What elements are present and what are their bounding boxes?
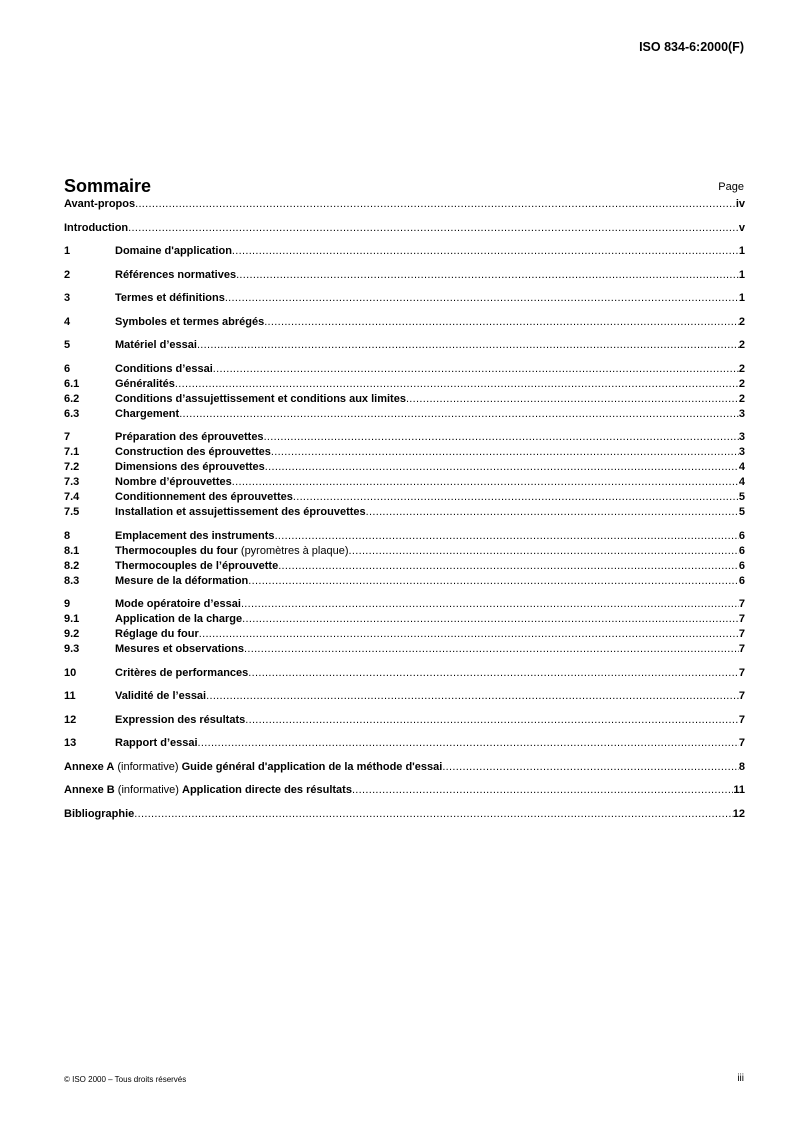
toc-entry-number: 9 [64,598,71,610]
document-id: ISO 834-6:2000(F) [639,40,744,54]
toc-entry-number: 6 [64,362,71,375]
toc-entry-title-text: Réglage du four [115,628,199,640]
toc-entry-title [64,760,442,775]
toc-entry-title [115,268,236,283]
dot-leader [366,505,739,520]
copyright-notice: © ISO 2000 – Tous droits réservés [64,1075,187,1084]
toc-entry[interactable] [64,505,745,520]
toc-entry[interactable] [64,529,745,544]
toc-entry[interactable] [64,666,745,681]
toc-entry-title [115,736,198,751]
toc-entry-title-text: Application de la charge [115,613,243,625]
dot-leader [406,392,739,407]
dot-leader [293,490,739,505]
toc-entry[interactable] [64,574,745,589]
toc-entry-number: 9.1 [64,613,80,625]
toc-entry-title-text: Conditionnement des éprouvettes [115,491,293,503]
toc-entry-title [115,529,275,544]
toc-entry-title-text: Annexe A [64,760,115,773]
dot-leader [236,268,739,283]
toc-entry-number: 3 [64,292,71,304]
toc-entry-title-text: Chargement [115,407,180,420]
toc-entry[interactable] [64,713,745,728]
dot-leader [245,713,739,728]
toc-entry[interactable] [64,642,745,657]
toc-entry[interactable] [64,362,745,377]
toc-entry[interactable] [64,475,745,490]
dot-leader [135,197,736,212]
toc-entry-page: 4 [738,476,745,488]
toc-entry[interactable] [64,760,745,775]
dot-leader [248,666,739,681]
toc-entry-title [115,612,242,627]
dot-leader [134,807,732,822]
toc-entry-title [115,490,293,505]
toc-entry-title-text: Références normatives [115,268,237,281]
dot-leader [198,736,739,751]
toc-entry-page: v [738,221,745,234]
toc-entry-title [115,338,197,353]
dot-leader [275,529,739,544]
toc-entry-page: 6 [738,559,745,572]
toc-entry-title-text: Validité de l’essai [115,690,207,702]
toc-entry-title [115,392,406,407]
toc-entry-page: 8 [738,760,745,773]
toc-entry-title [115,407,179,422]
toc-entry-title [115,627,199,642]
dot-leader [248,574,739,589]
toc-entry-page: 7 [738,666,745,679]
toc-entry-page: 2 [738,315,745,328]
toc-entry-title-text: Expression des résultats [115,713,246,726]
toc-entry-page: 7 [738,713,745,726]
toc-entry-title-text: Installation et assujettissement des éprouvettes [115,506,366,518]
toc-entry-number: 8 [64,529,71,542]
toc-entry-title-text: Emplacement des instruments [115,529,275,542]
toc-entry-page: 7 [738,613,745,625]
toc-entry-number: 9.3 [64,643,80,655]
dot-leader [352,783,733,798]
toc-entry[interactable] [64,627,745,642]
toc-entry[interactable] [64,445,745,460]
toc-entry-number: 13 [64,737,77,749]
dot-leader [175,377,739,392]
toc-entry-title [115,445,271,460]
dot-leader [442,760,739,775]
toc-entry-title-text: Critères de performances [115,666,249,679]
toc-entry-title-text: Conditions d’assujettissement et conditions aux limites [115,392,406,405]
dot-leader [349,544,739,559]
toc-entry-title [115,574,248,589]
toc-entry-title [115,460,265,475]
toc-entry[interactable] [64,221,745,236]
toc-entry-page: 7 [738,690,745,702]
toc-entry-title [64,197,135,212]
toc-entry-title [115,642,244,657]
toc-entry-number: 8.3 [64,574,80,587]
toc-entry-page: 7 [738,628,745,640]
toc-entry-title-text: Introduction [64,221,129,234]
table-of-contents [64,197,745,822]
toc-entry[interactable] [64,291,745,306]
toc-entry-page: 7 [738,598,745,610]
toc-entry[interactable] [64,392,745,407]
dot-leader [206,689,739,704]
toc-entry-title [115,244,232,259]
toc-entry-title [64,807,134,822]
toc-entry-title-text: Avant-propos [64,198,136,210]
toc-entry-title-text: Matériel d’essai [115,339,197,351]
dot-leader [278,559,739,574]
toc-entry-page: iv [735,198,745,210]
toc-entry-number: 6.1 [64,377,80,390]
toc-entry-title-text: Annexe B [64,784,115,796]
toc-entry-page: 2 [738,362,745,375]
toc-entry-page: 1 [738,245,745,257]
toc-entry-note: (informative) [114,760,182,773]
toc-entry-title-text: Domaine d'application [115,245,232,257]
toc-entry-title-text: Thermocouples de l’éprouvette [115,559,279,572]
toc-entry[interactable] [64,407,745,422]
toc-entry-title-text: Généralités [115,377,175,390]
toc-entry[interactable] [64,783,745,798]
toc-entry-title-text: Rapport d’essai [115,737,198,749]
toc-entry-number: 2 [64,268,71,281]
toc-entry-title-text: Mode opératoire d’essai [115,598,241,610]
toc-entry-number: 8.2 [64,559,80,572]
toc-entry-number: 8.1 [64,544,80,557]
toc-entry-title [115,430,264,445]
toc-entry-number: 9.2 [64,628,80,640]
toc-entry-page: 2 [738,339,745,351]
toc-entry-number: 7.1 [64,446,80,458]
toc-entry[interactable] [64,197,745,212]
toc-entry-title-text: Thermocouples du four [115,544,238,557]
toc-entry[interactable] [64,268,745,283]
toc-entry-title-text: Mesure de la déformation [115,574,249,587]
dot-leader [232,475,739,490]
dot-leader [271,445,739,460]
toc-entry-title [115,377,175,392]
toc-entry-title [115,597,241,612]
toc-entry-subtitle: Application directe des résultats [182,784,352,796]
toc-entry-title [64,783,352,798]
toc-entry-number: 11 [64,690,76,702]
toc-entry-page: 7 [738,643,745,655]
toc-entry[interactable] [64,736,745,751]
toc-entry-page: 3 [738,446,745,458]
toc-entry[interactable] [64,377,745,392]
dot-leader [264,315,739,330]
toc-entry-page: 2 [738,392,745,405]
dot-leader [241,597,739,612]
toc-entry-number: 7.2 [64,461,80,473]
page-number: iii [737,1073,744,1084]
toc-entry-number: 10 [64,666,77,679]
toc-entry-page: 7 [738,737,745,749]
toc-entry-title [115,544,349,559]
toc-entry-page: 3 [738,431,745,443]
toc-entry-title [115,362,213,377]
toc-entry-number: 7 [64,431,71,443]
toc-entry-page: 5 [738,491,745,503]
toc-entry-number: 7.5 [64,506,80,518]
toc-entry-title [115,505,366,520]
toc-entry-page: 12 [732,807,745,820]
toc-entry[interactable] [64,612,745,627]
dot-leader [197,338,739,353]
toc-entry[interactable] [64,490,745,505]
dot-leader [179,407,739,422]
toc-entry-title [115,291,225,306]
toc-entry-title-text: Construction des éprouvettes [115,446,271,458]
toc-entry-page: 11 [733,784,745,796]
toc-entry-subtitle: Guide général d'application de la méthode d'essai [181,760,443,773]
toc-entry-title [115,689,206,704]
toc-entry-title-text: Préparation des éprouvettes [115,431,264,443]
toc-entry-page: 6 [738,574,745,587]
page-column-label: Page [718,181,744,193]
toc-entry[interactable] [64,315,745,330]
toc-entry-title [115,713,245,728]
toc-entry-title-text: Symboles et termes abrégés [115,315,265,328]
toc-title: Sommaire [64,176,152,196]
toc-entry-note: (informative) [114,784,182,796]
toc-entry[interactable] [64,244,745,259]
dot-leader [232,244,739,259]
toc-entry[interactable] [64,338,745,353]
dot-leader [264,430,739,445]
toc-entry[interactable] [64,597,745,612]
toc-entry[interactable] [64,689,745,704]
toc-entry-page: 5 [738,506,745,518]
toc-entry-number: 6.3 [64,407,80,420]
toc-entry[interactable] [64,559,745,574]
toc-entry-title-text: Nombre d’éprouvettes [115,476,232,488]
toc-entry-number: 4 [64,315,71,328]
toc-entry[interactable] [64,460,745,475]
toc-entry[interactable] [64,430,745,445]
toc-entry-title-text: Conditions d’essai [115,362,213,375]
toc-entry-number: 7.4 [64,491,80,503]
dot-leader [242,612,739,627]
dot-leader [244,642,739,657]
dot-leader [213,362,739,377]
dot-leader [128,221,739,236]
toc-entry-title-text: Dimensions des éprouvettes [115,461,265,473]
toc-entry-note: (pyromètres à plaque) [237,544,349,557]
toc-entry-number: 1 [64,245,71,257]
toc-entry-title [115,315,264,330]
toc-entry-page: 6 [738,544,745,557]
toc-entry[interactable] [64,544,745,559]
toc-entry-number: 7.3 [64,476,80,488]
toc-entry-page: 2 [738,377,745,390]
toc-entry-title [115,559,278,574]
toc-entry-title [115,666,248,681]
toc-entry-page: 6 [738,529,745,542]
toc-entry[interactable] [64,807,745,822]
toc-entry-title-text: Termes et définitions [115,292,225,304]
toc-entry-title-text: Mesures et observations [115,643,244,655]
toc-entry-title [64,221,128,236]
toc-entry-number: 12 [64,713,77,726]
toc-entry-number: 6.2 [64,392,80,405]
toc-entry-title-text: Bibliographie [64,807,135,820]
toc-entry-page: 3 [738,407,745,420]
dot-leader [265,460,739,475]
toc-entry-page: 1 [738,292,745,304]
toc-entry-number: 5 [64,339,71,351]
toc-entry-title [115,475,232,490]
dot-leader [199,627,739,642]
toc-entry-page: 4 [738,461,745,473]
toc-entry-page: 1 [738,268,745,281]
dot-leader [225,291,739,306]
